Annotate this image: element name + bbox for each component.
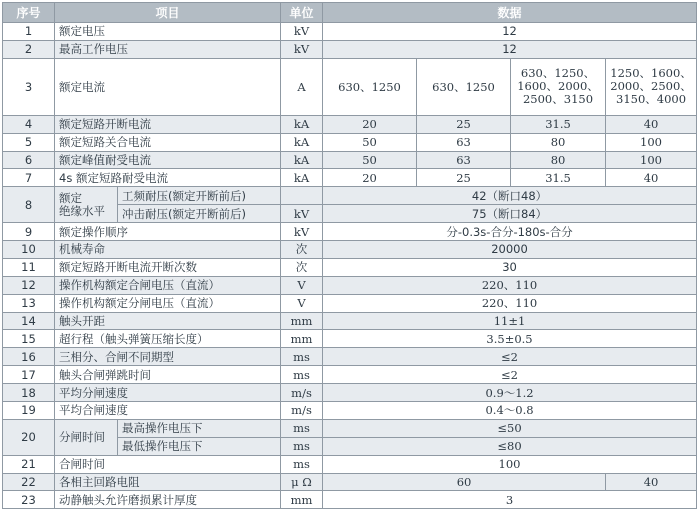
row-value: 80	[511, 133, 606, 151]
row-value: 100	[606, 133, 697, 151]
row-no: 3	[3, 58, 55, 115]
row-item: 平均合闸速度	[55, 402, 281, 420]
row-unit: 次	[281, 258, 323, 276]
row-item: 各相主回路电阻	[55, 473, 281, 491]
row-value: 220、110	[323, 294, 697, 312]
row-no: 19	[3, 402, 55, 420]
row-value: 630、1250	[417, 58, 511, 115]
table-row	[3, 455, 697, 473]
table-row	[3, 384, 697, 402]
row-unit: mm	[281, 491, 323, 509]
row-no: 7	[3, 169, 55, 187]
row-subitem: 最低操作电压下	[118, 437, 281, 455]
row-item: 机械寿命	[55, 241, 281, 259]
row-item: 额定短路开断电流	[55, 115, 281, 133]
row-value: 分-0.3s-合分-180s-合分	[323, 223, 697, 241]
row-item: 超行程（触头弹簧压缩长度）	[55, 330, 281, 348]
row-value: 40	[606, 473, 697, 491]
table-row	[3, 115, 697, 133]
table-row	[3, 241, 697, 259]
row-unit: ms	[281, 437, 323, 455]
row-item: 操作机构额定合闸电压（直流）	[55, 276, 281, 294]
row-item: 操作机构额定分闸电压（直流）	[55, 294, 281, 312]
row-no: 20	[3, 419, 55, 455]
row-value: 50	[323, 133, 417, 151]
row-unit: m/s	[281, 384, 323, 402]
row-value: 0.9～1.2	[323, 384, 697, 402]
row-item: 三相分、合闸不同期型	[55, 348, 281, 366]
row-no: 16	[3, 348, 55, 366]
row-value: 31.5	[511, 169, 606, 187]
row-no: 17	[3, 366, 55, 384]
row-no: 10	[3, 241, 55, 259]
row-unit: ms	[281, 348, 323, 366]
table-row	[3, 58, 697, 115]
row-unit	[281, 187, 323, 205]
row-value: 30	[323, 258, 697, 276]
row-item: 额定电压	[55, 23, 281, 41]
row-unit: ms	[281, 419, 323, 437]
row-item: 平均分闸速度	[55, 384, 281, 402]
table-row	[3, 312, 697, 330]
row-unit: A	[281, 58, 323, 115]
row-no: 14	[3, 312, 55, 330]
row-item: 额定电流	[55, 58, 281, 115]
row-item: 触头合闸弹跳时间	[55, 366, 281, 384]
table-row	[3, 491, 697, 509]
table-row	[3, 151, 697, 169]
row-no: 21	[3, 455, 55, 473]
row-value: 3	[323, 491, 697, 509]
row-value: 75（断口84）	[323, 205, 697, 223]
row-no: 12	[3, 276, 55, 294]
table-row	[3, 223, 697, 241]
row-unit: kA	[281, 115, 323, 133]
row-value: 3.5±0.5	[323, 330, 697, 348]
row-unit: kV	[281, 23, 323, 41]
row-unit: V	[281, 294, 323, 312]
row-item: 额定 绝缘水平	[55, 187, 118, 223]
row-value: 11±1	[323, 312, 697, 330]
row-item: 额定短路关合电流	[55, 133, 281, 151]
row-unit: V	[281, 276, 323, 294]
row-value: 100	[606, 151, 697, 169]
table-row	[3, 276, 697, 294]
row-no: 9	[3, 223, 55, 241]
row-item: 触头开距	[55, 312, 281, 330]
row-value: ≤80	[323, 437, 697, 455]
row-no: 13	[3, 294, 55, 312]
table-row	[3, 133, 697, 151]
row-value: ≤2	[323, 366, 697, 384]
row-no: 23	[3, 491, 55, 509]
spec-table	[2, 2, 697, 509]
row-item: 分闸时间	[55, 419, 118, 455]
row-value: 12	[323, 40, 697, 58]
row-value: 20000	[323, 241, 697, 259]
row-value: 31.5	[511, 115, 606, 133]
table-row	[3, 473, 697, 491]
table-row	[3, 330, 697, 348]
row-no: 1	[3, 23, 55, 41]
row-value: ≤2	[323, 348, 697, 366]
table-row	[3, 348, 697, 366]
row-no: 2	[3, 40, 55, 58]
row-unit: kV	[281, 40, 323, 58]
row-no: 4	[3, 115, 55, 133]
row-unit: kA	[281, 133, 323, 151]
row-value: 80	[511, 151, 606, 169]
row-value: 20	[323, 169, 417, 187]
header-row	[3, 3, 697, 23]
row-value: 63	[417, 133, 511, 151]
row-value: 25	[417, 115, 511, 133]
table-row	[3, 419, 697, 437]
row-no: 6	[3, 151, 55, 169]
row-subitem: 冲击耐压(额定开断前后)	[118, 205, 281, 223]
row-value: 50	[323, 151, 417, 169]
row-no: 8	[3, 187, 55, 223]
row-unit: ms	[281, 366, 323, 384]
table-row	[3, 294, 697, 312]
row-no: 15	[3, 330, 55, 348]
header-item: 项目	[55, 3, 281, 23]
row-value: 25	[417, 169, 511, 187]
row-no: 11	[3, 258, 55, 276]
row-item: 额定峰值耐受电流	[55, 151, 281, 169]
row-unit: kV	[281, 205, 323, 223]
row-unit: 次	[281, 241, 323, 259]
row-value: 60	[323, 473, 606, 491]
header-no: 序号	[3, 3, 55, 23]
table-row	[3, 40, 697, 58]
table-row	[3, 23, 697, 41]
row-item: 额定短路开断电流开断次数	[55, 258, 281, 276]
table-row	[3, 366, 697, 384]
row-value: 100	[323, 455, 697, 473]
row-item: 合闸时间	[55, 455, 281, 473]
row-no: 22	[3, 473, 55, 491]
row-value: 40	[606, 169, 697, 187]
row-value: 63	[417, 151, 511, 169]
row-unit: mm	[281, 312, 323, 330]
row-value: 1250、1600、2000、2500、3150、4000	[606, 58, 697, 115]
header-unit: 单位	[281, 3, 323, 23]
row-value: 20	[323, 115, 417, 133]
row-value: ≤50	[323, 419, 697, 437]
row-unit: kA	[281, 169, 323, 187]
row-unit: μ Ω	[281, 473, 323, 491]
table-row	[3, 258, 697, 276]
row-value: 40	[606, 115, 697, 133]
row-value: 0.4～0.8	[323, 402, 697, 420]
row-value: 42（断口48）	[323, 187, 697, 205]
table-row	[3, 169, 697, 187]
row-unit: mm	[281, 330, 323, 348]
row-no: 18	[3, 384, 55, 402]
row-value: 220、110	[323, 276, 697, 294]
row-unit: kA	[281, 151, 323, 169]
row-no: 5	[3, 133, 55, 151]
row-unit: kV	[281, 223, 323, 241]
row-value: 630、1250	[323, 58, 417, 115]
table-row	[3, 187, 697, 205]
row-item: 额定操作顺序	[55, 223, 281, 241]
row-item: 动静触头允许磨损累计厚度	[55, 491, 281, 509]
row-value: 630、1250、1600、2000、2500、3150	[511, 58, 606, 115]
row-item: 4s 额定短路耐受电流	[55, 169, 281, 187]
header-data: 数据	[323, 3, 697, 23]
row-value: 12	[323, 23, 697, 41]
row-unit: m/s	[281, 402, 323, 420]
row-subitem: 工频耐压(额定开断前后)	[118, 187, 281, 205]
row-subitem: 最高操作电压下	[118, 419, 281, 437]
table-row	[3, 402, 697, 420]
row-item: 最高工作电压	[55, 40, 281, 58]
row-unit: ms	[281, 455, 323, 473]
